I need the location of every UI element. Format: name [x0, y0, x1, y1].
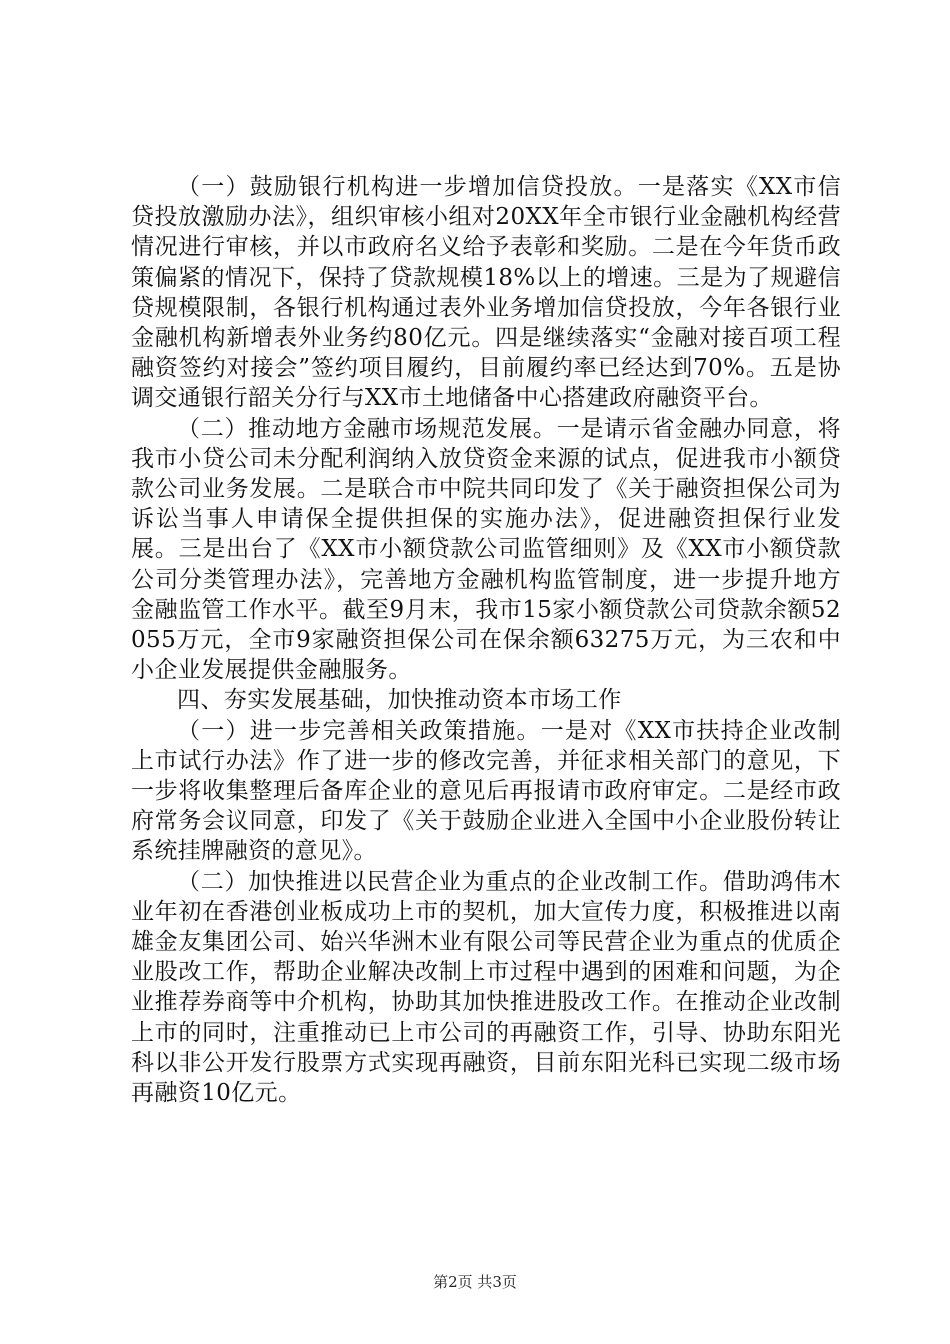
- section-heading-capital-market: 四、夯实发展基础，加快推动资本市场工作: [177, 687, 622, 714]
- page-footer: 第2页 共3页: [433, 1273, 517, 1291]
- paragraph-local-finance-market: （二）推动地方金融市场规范发展。一是请示省金融办同意，将我市小贷公司未分配利润纳入放贷资金来源的试点，促进我市小额贷款公司业务发展。二是联合市中院共同印发了《关于融资担保公司为诉讼当事人申请保全提供担保的实施办法》，促进融资担保行业发展。三是出台了《XX市小额贷款公司监管细则》及《XX市小额贷款公司分类管理办法》，完善地方金融机构监管制度，进一步提升地方金融监管工作水平。截至9月末，我市15家小额贷款公司贷款余额52055万元，全市9家融资担保公司在保余额63275万元，为三农和中小企业发展提供金融服务。: [131, 415, 841, 684]
- document-body: [131, 172, 841, 1108]
- paragraph-enterprise-restructuring: （二）加快推进以民营企业为重点的企业改制工作。借助鸿伟木业年初在香港创业板成功上市的契机，加大宣传力度，积极推进以南雄金友集团公司、始兴华洲木业有限公司等民营企业为重点的优质企业股改工作，帮助企业解决改制上市过程中遇到的困难和问题，为企业推荐券商等中介机构，协助其加快推进股改工作。在推动企业改制上市的同时，注重推动已上市公司的再融资工作，引导、协助东阳光科以非公开发行股票方式实现再融资，目前东阳光科已实现二级市场再融资10亿元。: [131, 868, 841, 1107]
- paragraph-credit-investment: （一）鼓励银行机构进一步增加信贷投放。一是落实《XX市信贷投放激励办法》，组织审核小组对20XX年全市银行业金融机构经营情况进行审核，并以市政府名义给予表彰和奖励。二是在今年货币政策偏紧的情况下，保持了贷款规模18%以上的增速。三是为了规避信贷规模限制，各银行机构通过表外业务增加信贷投放，今年各银行业金融机构新增表外业务约80亿元。四是继续落实“金融对接百项工程融资签约对接会”签约项目履约，目前履约率已经达到70%。五是协调交通银行韶关分行与XX市土地储备中心搭建政府融资平台。: [131, 174, 841, 412]
- paragraph-policy-measures: （一）进一步完善相关政策措施。一是对《XX市扶持企业改制上市试行办法》作了进一步的修改完善，并征求相关部门的意见，下一步将收集整理后备库企业的意见后再报请市政府审定。二是经市政府常务会议同意，印发了《关于鼓励企业进入全国中小企业股份转让系统挂牌融资的意见》。: [131, 717, 841, 865]
